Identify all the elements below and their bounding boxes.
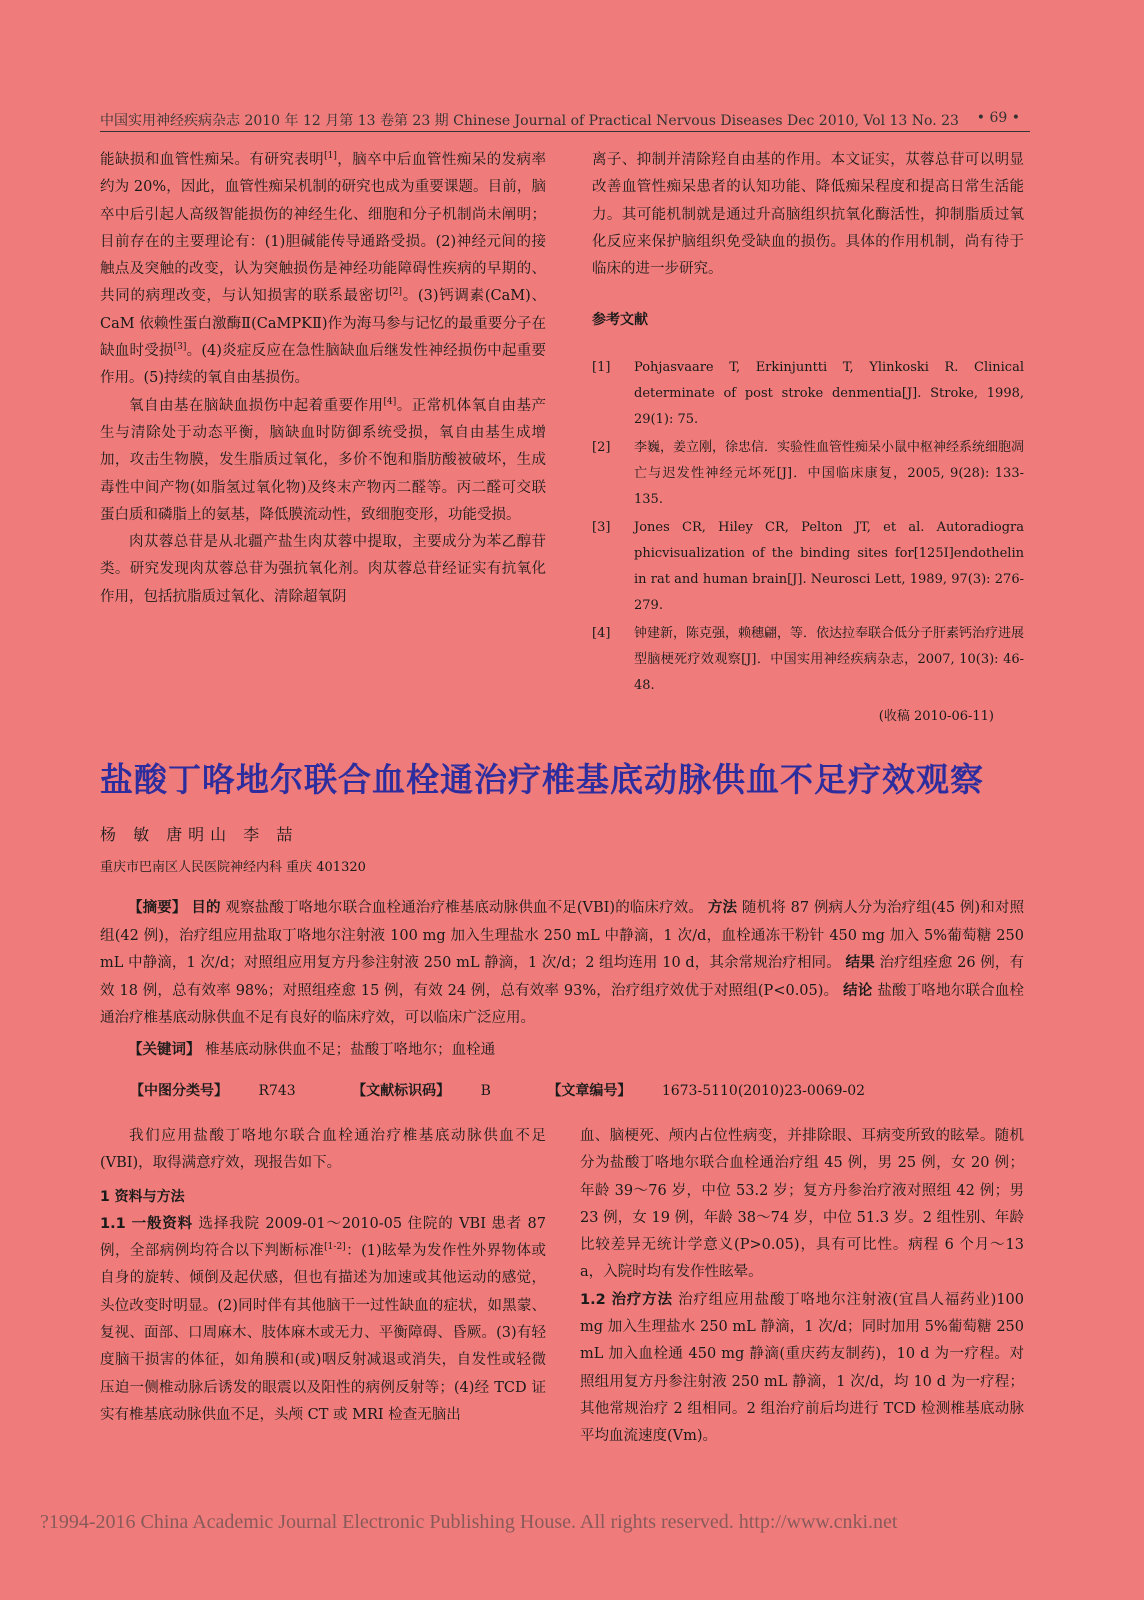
abstract-conclusion-label: 结论: [843, 982, 873, 999]
abstract-methods: 随机将 87 例病人分为治疗组(45 例)和对照组(42 例)，治疗组应用盐取丁咯地尔注射液 100 mg 加入生理盐水 250 mL 中静滴，1 次/d，血栓通冻干粉针 450 mg 加入 5%葡萄糖 250 mL 中静滴，1 次/d；对照组应用复方丹参注射液 250 mL 静滴，1 次/d；2 组均连用 10 d，其余常规治疗相同。: [100, 900, 1025, 971]
article-right-column: [580, 1123, 1024, 1451]
journal-citation: 中国实用神经疾病杂志 2010 年 12 月第 13 卷第 23 期 Chinese Journal of Practical Nervous Diseases Dec 2010, Vol 13 No. 23: [100, 113, 959, 129]
keywords-label: 【关键词】: [128, 1041, 201, 1058]
classification-line: [130, 1080, 917, 1100]
received-date: (收稿 2010-06-11): [878, 708, 994, 724]
paragraph: 血、脑梗死、颅内占位性病变，并排除眼、耳病变所致的眩晕。随机分为盐酸丁咯地尔联合血栓通治疗组 45 例，男 25 例，女 20 例；年龄 39～76 岁，中位 53.2 岁；复方丹参治疗液对照组 42 例；男 23 例，女 19 例，年龄 38～74 岁，中位 51.3 岁。2 组性别、年龄比较差异无统计学意义(P>0.05)，具有可比性。病程 6 个月～13 a，入院时均有发作性眩晕。: [580, 1128, 1024, 1281]
clc-value: R743: [258, 1083, 296, 1099]
page-number: • 69 •: [976, 110, 1020, 126]
references-heading: 参考文献: [592, 312, 648, 329]
subsection-heading: 1.1 一般资料: [100, 1215, 194, 1232]
doc-code-value: B: [480, 1083, 491, 1099]
previous-article-right-column: [592, 147, 1024, 730]
reference-item: [2] 李巍，姜立刚，徐忠信．实验性血管性痴呆小鼠中枢神经系统细胞凋亡与迟发性神经元坏死[J]．中国临床康复，2005, 9(28): 133-135.: [592, 439, 1025, 507]
article-title: 盐酸丁咯地尔联合血栓通治疗椎基底动脉供血不足疗效观察: [100, 760, 984, 799]
doc-code-label: 【文献标识码】: [352, 1083, 451, 1099]
article-no-label: 【文章编号】: [547, 1083, 632, 1099]
intro-paragraph: 我们应用盐酸丁咯地尔联合血栓通治疗椎基底动脉供血不足(VBI)，取得满意疗效，现报告如下。: [100, 1128, 546, 1172]
abstract-methods-label: 方法: [707, 900, 738, 916]
paragraph: 氧自由基在脑缺血损伤中起着重要作用[4]。正常机体氧自由基产生与清除处于动态平衡，脑缺血时防御系统受损，氧自由基生成增加，攻击生物膜，发生脂质过氧化，多价不饱和脂肪酸被破坏，生成毒性中间产物(如脂氢过氧化物)及终末产物丙二醛等。丙二醛可交联蛋白质和磷脂上的氨基，降低膜流动性，致细胞变形，功能受损。: [100, 396, 547, 523]
keywords: 椎基底动脉供血不足；盐酸丁咯地尔；血栓通: [205, 1041, 496, 1058]
citation-ref: [3]: [173, 342, 187, 353]
abstract-results-label: 结果: [845, 955, 875, 971]
citation-ref: [1-2]: [324, 1242, 346, 1253]
reference-item: [4] 钟建新，陈克强，赖穗翩，等．依达拉奉联合低分子肝素钙治疗进展型脑梗死疗效观察[J]．中国实用神经疾病杂志，2007, 10(3): 46-48.: [592, 625, 1025, 693]
paragraph: 离子、抑制并清除羟自由基的作用。本文证实，苁蓉总苷可以明显改善血管性痴呆患者的认知功能、降低痴呆程度和提高日常生活能力。其可能机制就是通过升高脑组织抗氧化酶活性，抑制脂质过氧化反应来保护脑组织免受缺血的损伤。具体的作用机制，尚有待于临床的进一步研究。: [592, 152, 1024, 278]
subsection-heading: 1.2 治疗方法: [580, 1291, 673, 1308]
abstract-results: 治疗组痊愈 26 例，有效 18 例，总有效率 98%；对照组痊愈 15 例，有效 24 例，总有效率 93%，治疗组疗效优于对照组(P<0.05)。: [100, 955, 1025, 999]
citation-ref: [2]: [389, 287, 402, 298]
affiliation: 重庆市巴南区人民医院神经内科 重庆 401320: [100, 860, 366, 875]
copyright-footer: ?1994-2016 China Academic Journal Electronic Publishing House. All rights reserved. http://www.cnki.net: [40, 1511, 898, 1533]
keywords-line: [100, 1037, 1024, 1065]
paragraph: 1.1 一般资料 选择我院 2009-01～2010-05 住院的 VBI 患者 87 例，全部病例均符合以下判断标准[1-2]：(1)眩晕为发作性外界物体或自身的旋转、倾倒及起伏感，但也有描述为加速或其他运动的感觉，头位改变时明显。(2)同时伴有其他脑干一过性缺血的症状，如黑蒙、复视、面部、口周麻木、肢体麻木或无力、平衡障碍、昏厥。(3)有轻度脑干损害的体征，如角膜和(或)咽反射减退或消失，自发性或轻微压迫一侧椎动脉后诱发的眼震以及阳性的病例反射等；(4)经 TCD 证实有椎基底动脉供血不足，头颅 CT 或 MRI 检查无脑出: [100, 1215, 547, 1423]
authors: 杨 敏 唐明山 李 喆: [100, 825, 299, 844]
reference-item: [3] Jones CR, Hiley CR, Pelton JT, et al. Autoradiogra phicvisualization of the binding sites for[125I]endothelin in rat and human brain[J]. Neurosci Lett, 1989, 97(3): 276-279.: [592, 519, 1024, 613]
abstract-conclusion: 盐酸丁咯地尔联合血栓通治疗椎基底动脉供血不足有良好的临床疗效，可以临床广泛应用。: [100, 982, 1025, 1026]
abstract: [100, 895, 1024, 1064]
article-left-column: [100, 1123, 546, 1429]
article-no-value: 1673-5110(2010)23-0069-02: [661, 1083, 866, 1099]
abstract-objective: 观察盐酸丁咯地尔联合血栓通治疗椎基底动脉供血不足(VBI)的临床疗效。: [225, 900, 704, 916]
citation-ref: [1]: [324, 151, 337, 162]
reference-item: [1] Pohjasvaare T, Erkinjuntti T, Ylinkoski R. Clinical determinate of post stroke denmentia[J]. Stroke, 1998, 29(1): 75.: [592, 359, 1024, 427]
paragraph: 肉苁蓉总苷是从北疆产盐生肉苁蓉中提取，主要成分为苯乙醇苷类。研究发现肉苁蓉总苷为强抗氧化剂。肉苁蓉总苷经证实有抗氧化作用，包括抗脂质过氧化、清除超氧阴: [100, 534, 546, 605]
paragraph: 能缺损和血管性痴呆。有研究表明[1]，脑卒中后血管性痴呆的发病率约为 20%，因此，血管性痴呆机制的研究也成为重要课题。目前，脑卒中后引起人高级智能损伤的神经生化、细胞和分子机制尚未阐明；目前存在的主要理论有：(1)胆碱能传导通路受损。(2)神经元间的接触点及突触的改变，认为突触损伤是神经功能障碍性疾病的早期的、共同的病理改变，与认知损害的联系最密切[2]。(3)钙调素(CaM)、CaM 依赖性蛋白激酶Ⅱ(CaMPKⅡ)作为海马参与记忆的最重要分子在缺血时受损[3]。(4)炎症反应在急性脑缺血后继发性神经损伤中起重要作用。(5)持续的氧自由基损伤。: [100, 151, 546, 387]
header-rule: [100, 131, 1030, 132]
running-header: [100, 106, 1030, 132]
abstract-label: 【摘要】: [128, 900, 187, 916]
previous-article-left-column: [100, 147, 546, 611]
citation-ref: [4]: [383, 396, 397, 407]
paragraph: 1.2 治疗方法 治疗组应用盐酸丁咯地尔注射液(宜昌人福药业)100 mg 加入生理盐水 250 mL 静滴，1 次/d；同时加用 5%葡萄糖 250 mL 加入血栓通 450 mg 静滴(重庆药友制药)，10 d 为一疗程。对照组用复方丹参注射液 250 mL 静滴，1 次/d，均 10 d 为一疗程；其他常规治疗 2 组相同。2 组治疗前后均进行 TCD 检测椎基底动脉平均血流速度(Vm)。: [580, 1291, 1025, 1445]
abstract-objective-label: 目的: [191, 900, 221, 916]
section-heading: 1 资料与方法: [100, 1188, 185, 1205]
clc-label: 【中图分类号】: [130, 1083, 228, 1099]
